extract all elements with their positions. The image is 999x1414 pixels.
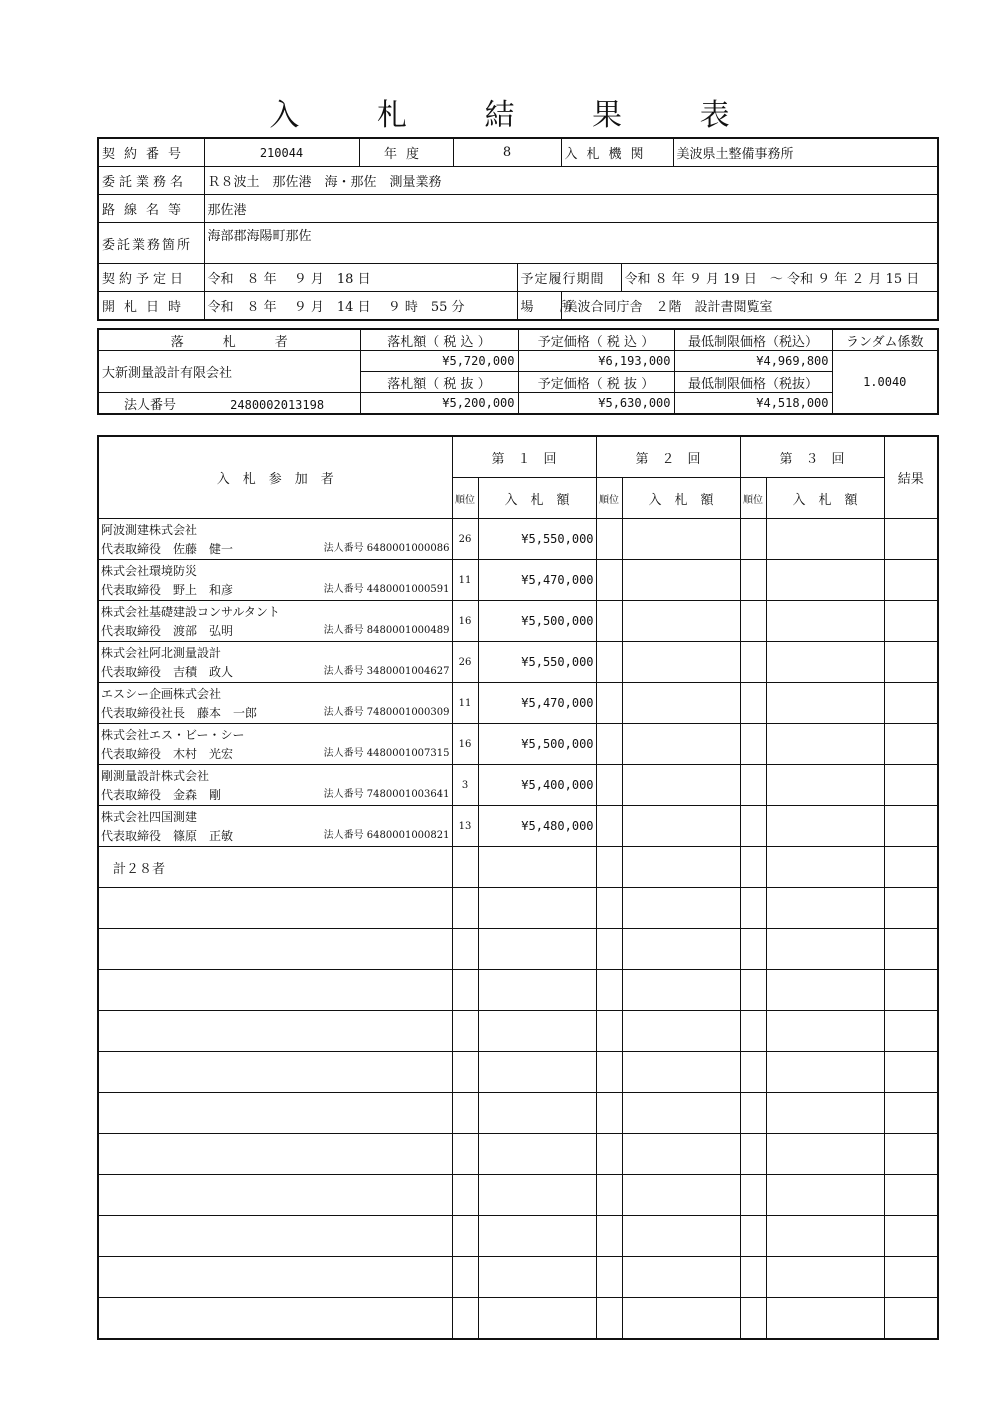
bidder-name: 株式会社基礎建設コンサルタント (101, 605, 280, 619)
planned-excl-value: ¥5,630,000 (518, 393, 674, 415)
agency-label: 入札機関 (561, 138, 673, 167)
corp-no-label: 法人番号 (124, 397, 177, 413)
opening-label: 開札日時 (98, 292, 204, 321)
rank1-label: 順位 (452, 478, 478, 519)
place-value: 海部郡海陽町那佐 (204, 223, 938, 264)
empty-row (98, 888, 938, 929)
bid-rank: 11 (452, 683, 478, 724)
empty-row (98, 1298, 938, 1340)
winner-header: 落 札 者 (98, 329, 360, 351)
bidder-rep: 代表取締役 木村 光宏 (101, 747, 234, 761)
round2-header: 第 ２ 回 (596, 436, 740, 478)
table-row (98, 847, 938, 888)
bidder-corp-no: 法人番号 4480001000591 (323, 584, 450, 595)
planned-incl-value: ¥6,193,000 (518, 351, 674, 372)
min-excl-value: ¥4,518,000 (674, 393, 832, 415)
bidder-corp-no: 法人番号 8480001000489 (323, 625, 450, 636)
round1-header: 第 １ 回 (452, 436, 596, 478)
bidder-name: 阿波測建株式会社 (101, 523, 198, 537)
bid-incl-value: ¥5,720,000 (360, 351, 518, 372)
min-excl-label: 最低制限価格（税抜） (674, 372, 832, 393)
bidder-corp-no: 法人番号 6480001000086 (323, 543, 450, 554)
bidder-name: 株式会社阿北測量設計 (101, 646, 222, 660)
bids-table (97, 435, 939, 1340)
bidder-rep: 代表取締役 篠原 正敏 (101, 829, 234, 843)
bidder-corp-no: 法人番号 3480001004627 (323, 666, 450, 677)
table-row (98, 724, 938, 765)
total-count: 計２８者 (98, 847, 452, 888)
bid-rank: 16 (452, 724, 478, 765)
contract-number-label: 契約番号 (98, 138, 204, 167)
table-row (98, 765, 938, 806)
bid-amount: ¥5,500,000 (478, 724, 596, 765)
location-label: 場 所 (517, 292, 561, 321)
empty-row (98, 1175, 938, 1216)
route-value: 那佐港 (204, 195, 938, 223)
bidder-rep: 代表取締役 渡部 弘明 (101, 624, 234, 638)
table-row (98, 683, 938, 724)
work-name-label: 委託業務名 (98, 167, 204, 195)
year-label: 年度 (359, 138, 453, 167)
bid-incl-label: 落札額（ 税 込 ） (360, 329, 518, 351)
table-row (98, 642, 938, 683)
empty-row (98, 1093, 938, 1134)
bid-amount: ¥5,480,000 (478, 806, 596, 847)
bidder-rep: 代表取締役 佐藤 健一 (101, 542, 234, 556)
bid-amount: ¥5,470,000 (478, 560, 596, 601)
bidder-rep: 代表取締役 吉積 政人 (101, 665, 234, 679)
bidder-name: 株式会社環境防災 (101, 564, 198, 578)
bid-amount: ¥5,470,000 (478, 683, 596, 724)
bidder-rep: 代表取締役 金森 剛 (101, 788, 222, 802)
bid-rank: 3 (452, 765, 478, 806)
bid-rank: 13 (452, 806, 478, 847)
table-row (98, 519, 938, 560)
min-incl-value: ¥4,969,800 (674, 351, 832, 372)
table-row (98, 806, 938, 847)
bid-rank: 26 (452, 642, 478, 683)
bidder-corp-no: 法人番号 6480001000821 (323, 830, 450, 841)
empty-row (98, 1216, 938, 1257)
year-value: 8 (453, 138, 561, 167)
bid-amount: ¥5,550,000 (478, 642, 596, 683)
empty-row (98, 929, 938, 970)
amount1-label: 入 札 額 (478, 478, 596, 519)
award-table (97, 328, 939, 415)
contract-info-table (97, 137, 939, 321)
bidder-corp-no: 法人番号 7480001003641 (323, 789, 450, 800)
corp-no-value: 2480002013198 (230, 397, 325, 412)
empty-row (98, 1257, 938, 1298)
planned-excl-label: 予定価格（ 税 抜 ） (518, 372, 674, 393)
empty-row (98, 1134, 938, 1175)
bidder-name: エスシー企画株式会社 (101, 687, 222, 701)
amount2-label: 入 札 額 (622, 478, 740, 519)
bidder-name: 剛測量設計株式会社 (101, 769, 210, 783)
random-label: ランダム係数 (832, 329, 938, 351)
bid-amount: ¥5,400,000 (478, 765, 596, 806)
contract-date-value: 令和 ８ 年 ９ 月 18 日 (204, 264, 517, 292)
bidder-rep: 代表取締役社長 藤本 一郎 (101, 706, 258, 720)
table-row (98, 560, 938, 601)
bid-excl-value: ¥5,200,000 (360, 393, 518, 415)
bid-rank: 11 (452, 560, 478, 601)
min-incl-label: 最低制限価格（税込） (674, 329, 832, 351)
participant-header: 入 札 参 加 者 (98, 436, 452, 519)
random-value: 1.0040 (832, 351, 938, 415)
bidder-corp-no: 法人番号 7480001000309 (323, 707, 450, 718)
contract-number: 210044 (204, 138, 359, 167)
result-header: 結果 (884, 436, 938, 519)
planned-incl-label: 予定価格（ 税 込 ） (518, 329, 674, 351)
bid-amount: ¥5,500,000 (478, 601, 596, 642)
route-label: 路線名等 (98, 195, 204, 223)
round3-header: 第 ３ 回 (740, 436, 884, 478)
rank2-label: 順位 (596, 478, 622, 519)
bid-excl-label: 落札額（ 税 抜 ） (360, 372, 518, 393)
table-row (98, 601, 938, 642)
location-value: 美波合同庁舎 ２階 設計書閲覧室 (561, 292, 938, 321)
period-label: 予定履行期間 (517, 264, 621, 292)
bid-rank: 16 (452, 601, 478, 642)
empty-row (98, 970, 938, 1011)
winner-corp (98, 393, 360, 415)
amount3-label: 入 札 額 (766, 478, 884, 519)
page-title: 入 札 結 果 表 (269, 98, 764, 133)
bidder-name: 株式会社四国測建 (101, 810, 198, 824)
bidder-name: 株式会社エス・ビー・シー (101, 728, 245, 742)
empty-row (98, 1011, 938, 1052)
bid-amount: ¥5,550,000 (478, 519, 596, 560)
empty-row (98, 1052, 938, 1093)
work-name-value: Ｒ８波土 那佐港 海・那佐 測量業務 (204, 167, 938, 195)
bidder-corp-no: 法人番号 4480001007315 (323, 748, 450, 759)
period-value: 令和 ８ 年 ９ 月 19 日 ～ 令和 ９ 年 ２ 月 15 日 (621, 264, 938, 292)
opening-value: 令和 ８ 年 ９ 月 14 日 ９ 時 55 分 (204, 292, 517, 321)
place-label: 委託業務箇所 (98, 223, 204, 264)
bid-rank: 26 (452, 519, 478, 560)
bidder-rep: 代表取締役 野上 和彦 (101, 583, 234, 597)
winner-name: 大新測量設計有限会社 (98, 351, 360, 393)
agency-value: 美波県土整備事務所 (673, 138, 938, 167)
contract-date-label: 契約予定日 (98, 264, 204, 292)
rank3-label: 順位 (740, 478, 766, 519)
